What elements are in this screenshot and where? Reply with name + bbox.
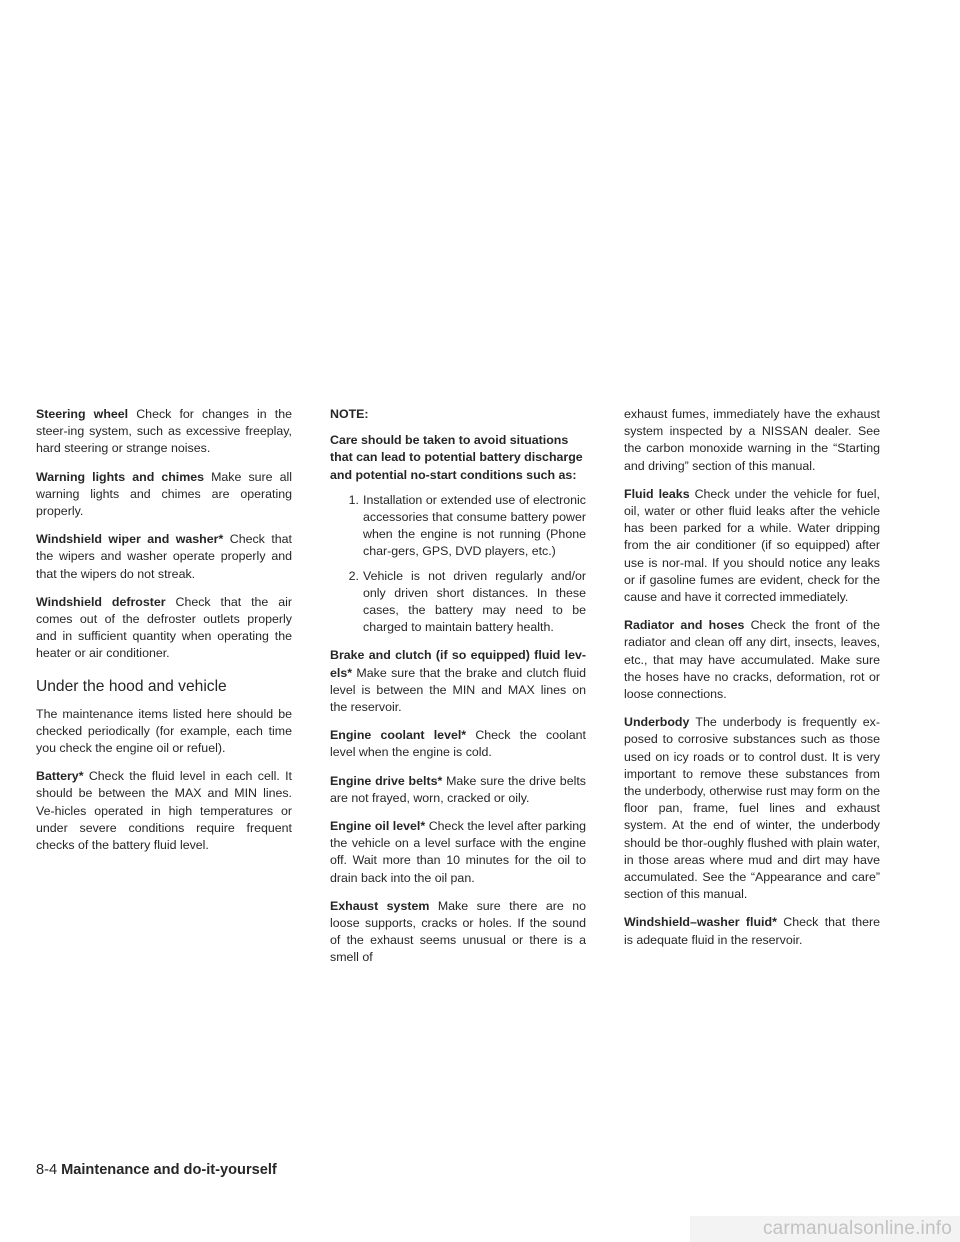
list-item xyxy=(330,568,586,637)
item-term: Windshield defroster xyxy=(36,594,176,609)
section-title: Maintenance and do-it-yourself xyxy=(61,1162,277,1178)
item-term: Battery* xyxy=(36,769,89,784)
washer-fluid-item xyxy=(624,914,880,948)
item-text: Check the fluid level in each cell. It should be between the MAX and MIN lines. Ve-hicles operated in high temperatures or under severe conditions require frequent checks of the battery fluid level. xyxy=(36,769,292,853)
item-term: Engine drive belts* xyxy=(330,773,447,788)
oil-level-item xyxy=(330,818,586,887)
coolant-item xyxy=(330,727,586,761)
item-term: Brake and clutch (if so equipped) fluid lev-els* xyxy=(330,648,586,680)
item-term: Warning lights and chimes xyxy=(36,469,212,484)
item-term: Windshield–washer fluid* xyxy=(624,915,784,930)
item-text: Check the front of the radiator and clean off any dirt, insects, leaves, etc., that may have accumulated. Make sure the hoses have no cracks, deformation, rot or loose connections. xyxy=(624,618,880,702)
defroster-item xyxy=(36,594,292,663)
wiper-washer-item xyxy=(36,531,292,583)
steering-wheel-item xyxy=(36,406,292,458)
radiator-item xyxy=(624,617,880,703)
item-text: Check that the wipers and washer operate properly and that the wipers do not streak. xyxy=(36,532,293,581)
item-text: Make sure all warning lights and chimes are operating properly. xyxy=(36,469,293,519)
item-text: Check for changes in the steer-ing system, such as excessive freeplay, hard steering or strange noises. xyxy=(36,407,292,456)
item-text: Make sure the drive belts are not frayed, worn, cracked or oily. xyxy=(330,773,586,805)
item-term: Steering wheel xyxy=(36,407,137,421)
item-term: Engine oil level* xyxy=(330,819,429,834)
list-number: 1. xyxy=(348,492,359,507)
section-intro: The maintenance items listed here should be checked periodically (for example, each time you check the engine oil or refuel). xyxy=(36,706,292,756)
item-term: Radiator and hoses xyxy=(624,618,751,633)
item-text: Check the level after parking the vehicle on a level surface with the engine off. Wait more than 10 minutes for the oil to drain back into the oil pan. xyxy=(330,819,587,885)
exhaust-item xyxy=(330,898,586,967)
right-column xyxy=(624,406,880,960)
item-term: Fluid leaks xyxy=(624,486,695,501)
left-column xyxy=(36,406,292,865)
page-number: 8-4 xyxy=(36,1162,58,1178)
middle-column xyxy=(330,406,586,978)
item-text: Check that there is adequate fluid in the reservoir. xyxy=(624,915,880,947)
item-text: Check the coolant level when the engine is cold. xyxy=(330,728,586,760)
section-heading: Under the hood and vehicle xyxy=(36,677,227,695)
note-list xyxy=(330,492,586,637)
watermark: carmanualsonline.info xyxy=(690,1216,960,1242)
list-item xyxy=(330,492,586,561)
exhaust-continued: exhaust fumes, immediately have the exhaust system inspected by a NISSAN dealer. See the carbon monoxide warning in the “Starting and driving” section of this manual. xyxy=(624,407,880,473)
list-number: 2. xyxy=(348,568,359,583)
item-text: Check that the air comes out of the defroster outlets properly and in sufficient quantity when operating the heater or air conditioner. xyxy=(36,594,292,661)
drive-belts-item xyxy=(330,773,586,807)
item-term: Exhaust system xyxy=(330,898,438,913)
page-footer xyxy=(36,1161,277,1179)
underbody-item xyxy=(624,714,880,903)
note-heading: NOTE: xyxy=(330,407,369,421)
item-text: Make sure there are no loose supports, cracks or holes. If the sound of the exhaust seems unusual or there is a smell of xyxy=(330,898,586,965)
battery-item xyxy=(36,768,292,854)
item-term: Windshield wiper and washer* xyxy=(36,532,230,547)
list-text: Vehicle is not driven regularly and/or only driven short distances. In these cases, the battery may need to be charged to maintain battery health. xyxy=(363,568,586,635)
fluid-leaks-item xyxy=(624,486,880,606)
item-term: Underbody xyxy=(624,715,696,730)
list-text: Installation or extended use of electronic accessories that consume battery power when the engine is not running (Phone char-gers, GPS, DVD players, etc.) xyxy=(363,492,586,559)
note-lead: Care should be taken to avoid situations that can lead to potential battery discharge and potential no-start conditions such as: xyxy=(330,433,583,482)
warning-lights-item xyxy=(36,469,292,521)
item-text: Make sure that the brake and clutch fluid level is between the MIN and MAX lines on the reservoir. xyxy=(330,665,586,715)
item-term: Engine coolant level* xyxy=(330,728,476,743)
item-text: The underbody is frequently ex-posed to corrosive substances such as those used on icy roads or to control dust. It is very important to remove these substances from the underbody, otherwise rust may form on the floor pan, frame, fuel lines and exhaust system. At the end of winter, the underbody should be thor-oughly flushed with plain water, in those areas where mud and dirt may have accumulated. See the “Appearance and care” section of this manual. xyxy=(624,715,880,902)
item-text: Check under the vehicle for fuel, oil, water or other fluid leaks after the vehicle has been parked for a while. Water dripping from the air conditioner (if so equipped) after use is nor-mal. If you should notice any leaks or if gasoline fumes are evident, check for the cause and have it corrected immediately. xyxy=(624,486,880,605)
brake-clutch-item xyxy=(330,647,586,716)
